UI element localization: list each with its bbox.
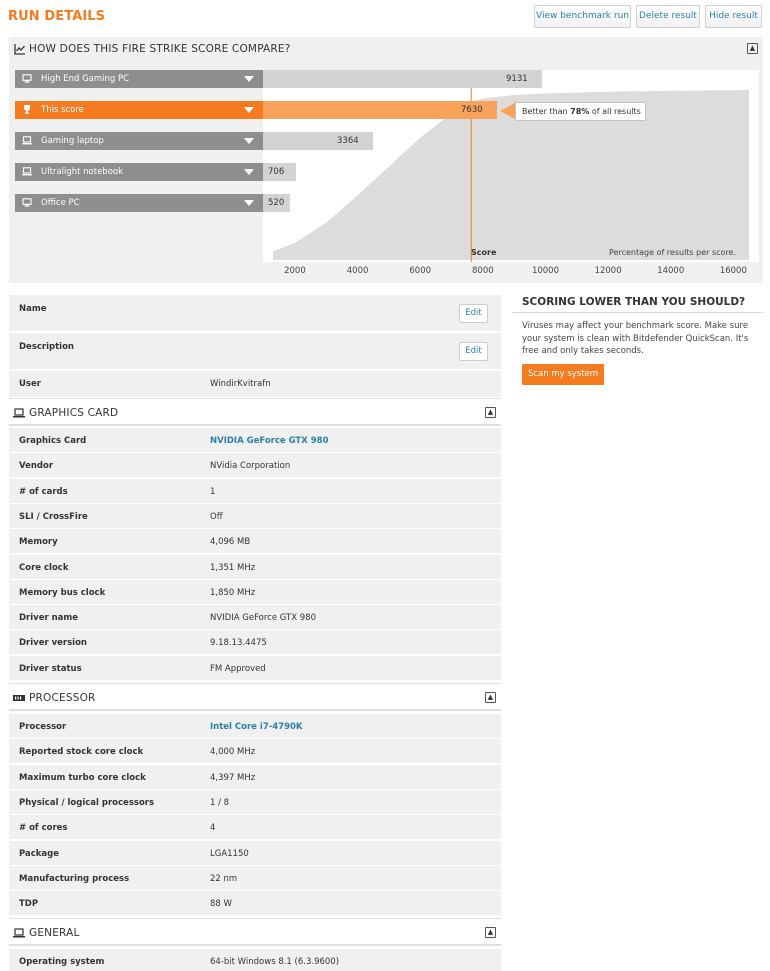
axis-tick-label: 10000 [531, 266, 559, 276]
side-panel-text: Viruses may affect your benchmark score. Make sure your system is clean with Bitdefender QuickScan. It's free and only takes seconds. [522, 321, 749, 356]
comparison-bar-label[interactable]: Office PC [15, 194, 263, 212]
comparison-bar-value: 3364 [337, 136, 359, 146]
row-value: 4,397 MHz [210, 772, 256, 783]
table-row [9, 739, 501, 764]
row-value: 22 nm [210, 873, 238, 884]
user-value: WindirKvitrafn [210, 379, 271, 389]
row-value: LGA1150 [210, 848, 249, 859]
table-row [9, 630, 501, 655]
row-value: 4 [210, 823, 216, 834]
table-row [9, 765, 501, 790]
comparison-bar-fill [263, 70, 542, 88]
desktop-icon [22, 198, 32, 207]
row-label: Maximum turbo core clock [19, 772, 146, 783]
row-value: NVidia Corporation [210, 461, 291, 472]
row-label: Driver status [19, 663, 82, 674]
processor-icon [13, 693, 25, 703]
table-row [9, 790, 501, 815]
general-section-header [9, 918, 501, 946]
graphics-card-title: GRAPHICS CARD [29, 407, 119, 419]
comparison-bar-label[interactable]: High End Gaming PC [15, 70, 263, 88]
row-label: Memory bus clock [19, 587, 106, 598]
chevron-down-icon[interactable] [244, 138, 254, 144]
row-label: Physical / logical processors [19, 797, 155, 808]
row-label: # of cards [19, 486, 68, 497]
side-panel-title: SCORING LOWER THAN YOU SHOULD? [522, 296, 746, 308]
axis-tick-label: 6000 [409, 266, 432, 276]
comparison-bar-value: 9131 [506, 74, 528, 84]
graphics-card-section-header [9, 398, 501, 426]
hide-result-button[interactable]: Hide result [705, 5, 762, 28]
row-value: 64-bit Windows 8.1 (6.3.9600) [210, 957, 340, 967]
row-label: Package [19, 848, 60, 859]
axis-tick-label: 14000 [657, 266, 685, 276]
row-label: TDP [19, 899, 39, 910]
name-row [9, 295, 501, 332]
line-chart-icon [14, 43, 26, 55]
chevron-down-icon[interactable] [244, 169, 254, 175]
tooltip-arrow [500, 103, 515, 119]
chevron-down-icon[interactable] [244, 200, 254, 206]
row-label: Memory [19, 537, 58, 548]
laptop-icon [13, 408, 25, 418]
table-row [9, 949, 501, 971]
row-label: Operating system [19, 957, 105, 967]
chevron-down-icon[interactable] [244, 107, 254, 113]
table-row [9, 656, 501, 681]
row-label: Vendor [19, 461, 54, 472]
table-row [9, 504, 501, 529]
table-row [9, 428, 501, 453]
comparison-bar-value: 520 [268, 198, 285, 208]
row-label: Driver name [19, 613, 79, 624]
row-value: FM Approved [210, 663, 266, 674]
row-label: Driver version [19, 638, 87, 649]
row-value: 4,000 MHz [210, 747, 256, 758]
laptop-icon [13, 928, 25, 938]
comparison-bar-value: 7630 [461, 105, 483, 115]
description-label: Description [19, 342, 74, 352]
view-benchmark-run-button[interactable]: View benchmark run [534, 5, 631, 28]
axis-tick-label: 8000 [472, 266, 494, 276]
row-value: 4,096 MB [210, 537, 251, 548]
comparison-bar-label[interactable]: Ultralight notebook [15, 163, 263, 181]
desktop-icon [22, 74, 32, 83]
processor-section-header [9, 683, 501, 711]
row-value: 9.18.13.4475 [210, 638, 267, 649]
edit-description-button[interactable]: Edit [459, 342, 488, 361]
row-label: # of cores [19, 823, 68, 834]
percentile-tooltip: Better than 78% of all results [515, 102, 646, 121]
general-title: GENERAL [29, 927, 80, 939]
distribution-chart [263, 70, 759, 262]
collapse-general-icon[interactable]: ▲ [485, 927, 496, 938]
row-value: 1 [210, 486, 216, 497]
page-title: RUN DETAILS [8, 9, 106, 24]
row-value-link[interactable]: NVIDIA GeForce GTX 980 [210, 436, 329, 446]
row-label: SLI / CrossFire [19, 511, 88, 522]
table-row [9, 866, 501, 891]
axis-tick-label: 2000 [284, 266, 306, 276]
description-row [9, 333, 501, 370]
comparison-bar-value: 706 [268, 167, 285, 177]
scan-my-system-button[interactable]: Scan my system [522, 364, 604, 385]
compare-header [9, 37, 763, 61]
chevron-down-icon[interactable] [244, 76, 254, 82]
table-row [9, 714, 501, 739]
table-row [9, 555, 501, 580]
row-value: 1,351 MHz [210, 562, 256, 573]
user-label: User [19, 379, 41, 389]
row-value-link[interactable]: Intel Core i7-4790K [210, 722, 303, 732]
comparison-bar-label[interactable]: Gaming laptop [15, 132, 263, 150]
table-row [9, 605, 501, 630]
collapse-processor-icon[interactable]: ▲ [485, 692, 496, 703]
row-label: Core clock [19, 562, 69, 573]
comparison-bar-label[interactable]: This score [15, 101, 263, 119]
user-row [9, 371, 501, 398]
collapse-graphics-icon[interactable]: ▲ [485, 407, 496, 418]
delete-result-button[interactable]: Delete result [636, 5, 700, 28]
axis-tick-label: 16000 [719, 266, 747, 276]
row-value: 1 / 8 [210, 797, 230, 808]
edit-name-button[interactable]: Edit [459, 304, 488, 323]
collapse-compare-icon[interactable]: ▲ [747, 43, 758, 54]
axis-tick-label: 4000 [346, 266, 369, 276]
row-label: Processor [19, 722, 67, 732]
row-value: 88 W [210, 899, 232, 910]
percentage-label: Percentage of results per score. [609, 248, 737, 257]
name-label: Name [19, 304, 47, 314]
row-value: Off [210, 511, 223, 522]
laptop-icon [22, 167, 32, 176]
table-row [9, 529, 501, 554]
score-axis-label: Score [471, 248, 497, 257]
row-label: Graphics Card [19, 436, 87, 446]
row-label: Manufacturing process [19, 873, 130, 884]
row-value: NVIDIA GeForce GTX 980 [210, 613, 316, 624]
compare-title: HOW DOES THIS FIRE STRIKE SCORE COMPARE? [29, 43, 291, 55]
table-row [9, 841, 501, 866]
table-row [9, 580, 501, 605]
processor-title: PROCESSOR [29, 692, 96, 704]
axis-tick-label: 12000 [594, 266, 622, 276]
table-row [9, 891, 501, 916]
laptop-icon [22, 136, 32, 145]
row-label: Reported stock core clock [19, 747, 144, 758]
table-row [9, 479, 501, 504]
row-value: 1,850 MHz [210, 587, 256, 598]
side-divider [512, 312, 763, 313]
table-row [9, 453, 501, 478]
table-row [9, 815, 501, 840]
trophy-icon [22, 105, 32, 114]
